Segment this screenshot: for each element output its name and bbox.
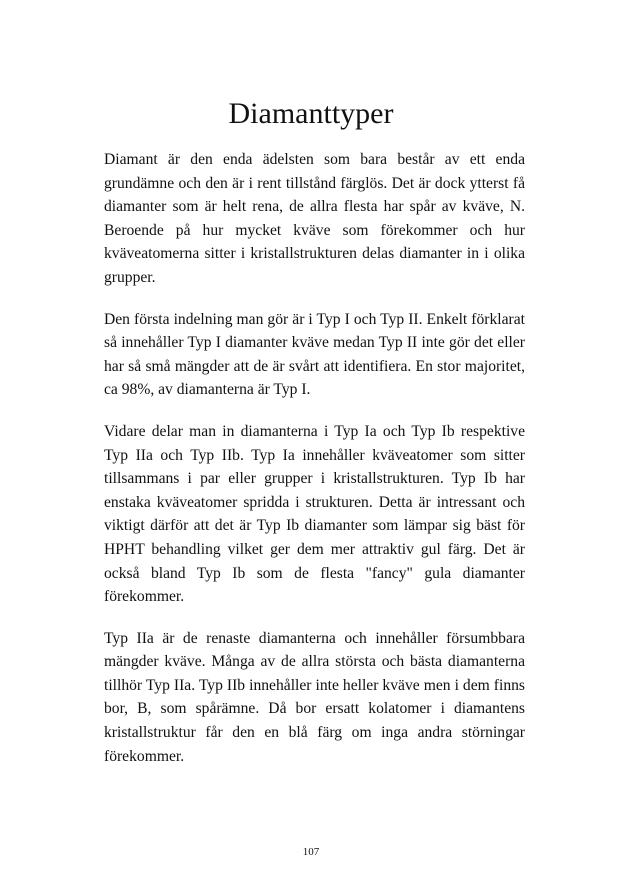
paragraph-4: Typ IIa är de renaste diamanterna och innehåller försumbbara mängder kväve. Många av de allra största och bästa diamanterna tillhör Typ IIa. Typ IIb innehåller inte heller kväve men i dem finns bor, B, som spårämne. Då bor ersatt kolatomer i diamantens kristallstruktur får den en blå färg om inga andra störningar förekommer. bbox=[104, 629, 525, 765]
paragraph-1: Diamant är den enda ädelsten som bara består av ett enda grundämne och den är i rent tillstånd färglös. Det är dock ytterst få diamanter som är helt rena, de allra flesta har spår av kväve, N. Beroende på hur mycket kväve som förekommer och hur kväveatomerna sitter i kristallstrukturen delas diamanter in i olika grupper. bbox=[104, 151, 525, 286]
paragraph-2: Den första indelning man gör är i Typ I och Typ II. Enkelt förklarat så innehåller Typ I diamanter kväve medan Typ II inte gör det eller har så små mängder att de är svårt att identifiera. En stor majoritet, ca 98%, av diamanterna är Typ I. bbox=[104, 310, 525, 399]
paragraph-3: Vidare delar man in diamanterna i Typ Ia och Typ Ib respektive Typ IIa och Typ IIb. Typ Ia innehåller kväveatomer som sitter tillsammans i par eller grupper i kristallstrukturen. Typ Ib har enstaka kväveatomer spridda i strukturen. Detta är intressant och viktigt därför att det är Typ Ib diamanter som lämpar sig bäst för HPHT behandling vilket ger dem mer attraktiv gul färg. Det är också bland Typ Ib som de flesta "fancy" gula diamanter förekommer. bbox=[104, 422, 525, 606]
page-title: Diamanttyper bbox=[228, 97, 394, 130]
page-number: 107 bbox=[302, 846, 320, 858]
body-text bbox=[104, 148, 525, 786]
